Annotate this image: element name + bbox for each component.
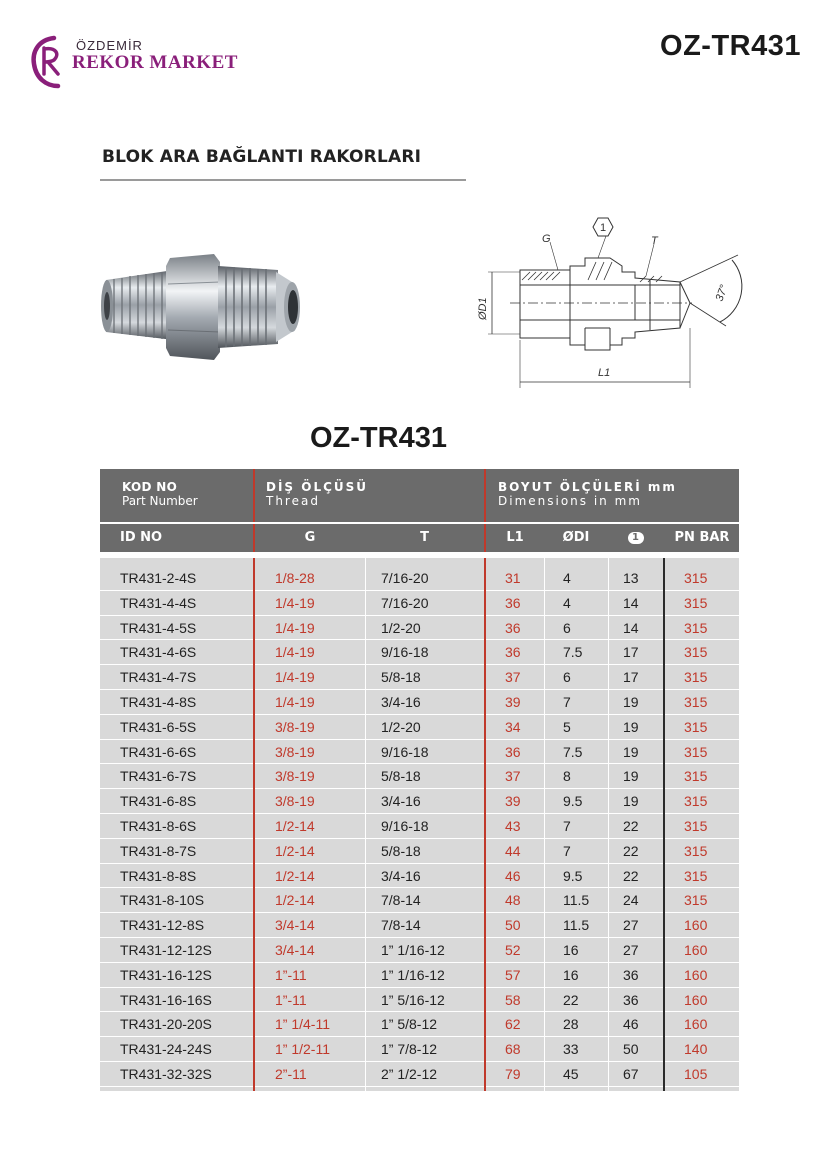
cell-l1: 43 [505,817,521,834]
cell-id: TR431-8-7S [120,842,197,859]
cell-hex: 22 [623,817,639,834]
cell-l1: 52 [505,941,521,958]
table-row [100,1062,739,1087]
col-header-t: T [420,530,429,545]
cell-pn: 315 [684,892,708,909]
cell-d1: 7 [563,693,571,710]
cell-t: 5/8-18 [381,669,421,686]
cell-hex: 50 [623,1041,639,1058]
product-photo [96,240,306,370]
cell-hex: 67 [623,1065,639,1082]
cell-l1: 46 [505,867,521,884]
cell-d1: 16 [563,941,579,958]
table-row [100,839,739,864]
table-title-text: OZ-TR431 [310,422,447,454]
cell-id: TR431-4-4S [120,594,197,611]
cell-id: TR431-32-32S [120,1065,212,1082]
table-row [100,864,739,889]
cell-d1: 6 [563,619,571,636]
drawing-d1-label: ØD1 [477,297,489,320]
cell-pn: 315 [684,718,708,735]
cell-pn: 315 [684,644,708,661]
cell-t: 7/16-20 [381,594,429,611]
cell-g: 1/4-19 [275,594,315,611]
cell-pn: 315 [684,693,708,710]
table-row [100,789,739,814]
cell-t: 3/4-16 [381,693,421,710]
table-row [100,715,739,740]
cell-pn: 140 [684,1041,708,1058]
table-header-columns [100,524,739,552]
cell-g: 1/4-19 [275,693,315,710]
drawing-l1-label: L1 [598,367,611,379]
logo-r-icon [28,34,72,90]
cell-l1: 58 [505,991,521,1008]
cell-l1: 31 [505,570,521,586]
cell-d1: 7.5 [563,644,583,661]
cell-l1: 36 [505,743,521,760]
cell-pn: 160 [684,991,708,1008]
brand-logo [28,34,258,90]
table-row [100,988,739,1013]
cell-d1: 4 [563,570,571,586]
cell-d1: 9.5 [563,867,583,884]
technical-drawing [470,210,770,395]
cell-pn: 160 [684,941,708,958]
cell-t: 1” 7/8-12 [381,1041,438,1058]
column-divider [484,558,486,1091]
cell-d1: 4 [563,594,571,611]
cell-t: 5/8-18 [381,842,421,859]
cell-l1: 36 [505,644,521,661]
cell-l1: 44 [505,842,521,859]
cell-l1: 50 [505,917,521,934]
header-boyut-main: BOYUT ÖLÇÜLERİ mm [498,480,677,494]
header-kod-sub: Part Number [122,494,198,508]
col-header-hex [608,524,663,552]
cell-d1: 22 [563,991,579,1008]
cell-id: TR431-8-10S [120,892,205,909]
cell-t: 1” 5/8-12 [381,1016,438,1033]
cell-l1: 36 [505,619,521,636]
cell-pn: 315 [684,793,708,810]
table-header-main [100,469,739,522]
cell-pn: 315 [684,867,708,884]
cell-d1: 16 [563,966,579,983]
table-body [100,558,739,1091]
cell-id: TR431-6-7S [120,768,197,785]
cell-d1: 7.5 [563,743,583,760]
column-divider [608,558,609,1091]
table-row [100,938,739,963]
cell-d1: 9.5 [563,793,583,810]
cell-pn: 315 [684,842,708,859]
cell-t: 3/4-16 [381,867,421,884]
header-boyut [498,469,738,522]
cell-l1: 68 [505,1041,521,1058]
cell-id: TR431-4-6S [120,644,197,661]
cell-t: 7/8-14 [381,917,421,934]
cell-id: TR431-24-24S [120,1041,212,1058]
cell-g: 3/8-19 [275,793,315,810]
table-row [100,814,739,839]
drawing-t-label: T [651,235,658,247]
header-boyut-sub: Dimensions in mm [498,494,642,508]
col-header-id: ID NO [120,530,163,545]
cell-t: 9/16-18 [381,644,429,661]
header-dis-sub: Thread [266,494,320,508]
cell-l1: 79 [505,1065,521,1082]
table-row [100,1037,739,1062]
cell-hex: 19 [623,793,639,810]
cell-d1: 7 [563,817,571,834]
header-dis [266,469,466,522]
cell-l1: 39 [505,693,521,710]
cell-hex: 19 [623,693,639,710]
drawing-hex-label: 1 [599,222,607,234]
cell-g: 3/4-14 [275,941,315,958]
cell-hex: 22 [623,842,639,859]
cell-id: TR431-12-12S [120,941,212,958]
col-header-pn: PN BAR [674,530,730,545]
cell-g: 1”-11 [275,966,307,983]
cell-t: 1/2-20 [381,619,421,636]
cell-t: 2” 1/2-12 [381,1065,438,1082]
spec-table [100,469,739,1091]
cell-pn: 315 [684,594,708,611]
cell-id: TR431-6-8S [120,793,197,810]
cell-id: TR431-12-8S [120,917,205,934]
cell-id: TR431-4-5S [120,619,197,636]
cell-hex: 17 [623,669,639,686]
cell-hex: 36 [623,991,639,1008]
table-row [100,665,739,690]
cell-id: TR431-20-20S [120,1016,212,1033]
cell-d1: 11.5 [563,917,590,934]
cell-l1: 37 [505,669,521,686]
cell-pn: 315 [684,669,708,686]
cell-hex: 24 [623,892,639,909]
cell-t: 3/4-16 [381,793,421,810]
cell-d1: 33 [563,1041,579,1058]
cell-pn: 105 [684,1065,708,1082]
cell-l1: 36 [505,594,521,611]
cell-d1: 8 [563,768,571,785]
cell-g: 1/2-14 [275,817,315,834]
table-row [100,566,739,591]
table-title [0,422,827,455]
cell-t: 7/16-20 [381,570,429,586]
cell-g: 1/4-19 [275,669,315,686]
cell-d1: 11.5 [563,892,590,909]
cell-l1: 48 [505,892,521,909]
table-row [100,764,739,789]
cell-t: 1” 5/16-12 [381,991,445,1008]
logo-top-text: ÖZDEMİR [76,38,143,53]
cell-d1: 6 [563,669,571,686]
document-code: OZ-TR431 [660,30,801,62]
cell-id: TR431-2-4S [120,570,197,586]
cell-d1: 7 [563,842,571,859]
cell-l1: 34 [505,718,521,735]
col-header-l1: L1 [506,530,524,545]
cell-pn: 315 [684,817,708,834]
cell-g: 3/8-19 [275,743,315,760]
table-row [100,740,739,765]
cell-hex: 13 [623,570,639,586]
cell-pn: 160 [684,917,708,934]
cell-pn: 315 [684,768,708,785]
cell-d1: 28 [563,1016,579,1033]
table-row [100,888,739,913]
cell-pn: 315 [684,619,708,636]
cell-hex: 14 [623,619,639,636]
header-kod-main: KOD NO [122,480,178,494]
header-kod [122,469,252,522]
cell-t: 7/8-14 [381,892,421,909]
cell-l1: 37 [505,768,521,785]
table-row [100,1012,739,1037]
cell-g: 2”-11 [275,1065,307,1082]
cell-hex: 17 [623,644,639,661]
cell-hex: 22 [623,867,639,884]
header-dis-main: DİŞ ÖLÇÜSÜ [266,480,369,494]
cell-pn: 160 [684,966,708,983]
cell-t: 9/16-18 [381,743,429,760]
cell-pn: 315 [684,570,708,586]
cell-g: 3/8-19 [275,718,315,735]
section-title: BLOK ARA BAĞLANTI RAKORLARI [102,147,422,167]
cell-hex: 36 [623,966,639,983]
cell-id: TR431-4-7S [120,669,197,686]
cell-pn: 315 [684,743,708,760]
cell-hex: 14 [623,594,639,611]
col-header-g: G [304,530,316,545]
cell-g: 1/4-19 [275,644,315,661]
column-divider [365,558,366,1091]
cell-l1: 62 [505,1016,521,1033]
table-row [100,591,739,616]
cell-g: 1” 1/2-11 [275,1041,330,1058]
cell-id: TR431-16-12S [120,966,212,983]
cell-id: TR431-6-5S [120,718,197,735]
table-row [100,616,739,641]
table-row [100,690,739,715]
cell-hex: 27 [623,917,639,934]
cell-g: 1/4-19 [275,619,315,636]
drawing-g-label: G [542,233,551,245]
cell-id: TR431-16-16S [120,991,212,1008]
cell-t: 1” 1/16-12 [381,941,445,958]
cell-g: 1”-11 [275,991,307,1008]
cell-t: 1/2-20 [381,718,421,735]
cell-id: TR431-6-6S [120,743,197,760]
cell-hex: 19 [623,718,639,735]
cell-id: TR431-8-6S [120,817,197,834]
cell-l1: 57 [505,966,521,983]
cell-hex: 46 [623,1016,639,1033]
cell-g: 1” 1/4-11 [275,1016,330,1033]
cell-g: 1/2-14 [275,892,315,909]
cell-t: 9/16-18 [381,817,429,834]
cell-g: 1/8-28 [275,570,315,586]
cell-pn: 160 [684,1016,708,1033]
header-divider [484,469,486,522]
column-divider [663,558,665,1091]
cell-l1: 39 [505,793,521,810]
table-row [100,913,739,938]
cell-g: 3/8-19 [275,768,315,785]
cell-id: TR431-8-8S [120,867,197,884]
section-divider [100,179,466,181]
header-divider [253,469,255,522]
cell-g: 1/2-14 [275,842,315,859]
column-divider [253,558,255,1091]
cell-t: 5/8-18 [381,768,421,785]
hex-size-icon: 1 [628,532,644,544]
cell-hex: 27 [623,941,639,958]
cell-g: 1/2-14 [275,867,315,884]
drawing-angle-label: 37° [713,283,731,304]
table-row [100,963,739,988]
cell-t: 1” 1/16-12 [381,966,445,983]
cell-hex: 19 [623,768,639,785]
col-header-d1: ØDI [562,530,590,545]
column-divider [544,558,545,1091]
cell-hex: 19 [623,743,639,760]
logo-main-text: REKOR MARKET [72,52,238,73]
cell-id: TR431-4-8S [120,693,197,710]
cell-d1: 5 [563,718,571,735]
table-row [100,640,739,665]
cell-d1: 45 [563,1065,579,1082]
cell-g: 3/4-14 [275,917,315,934]
